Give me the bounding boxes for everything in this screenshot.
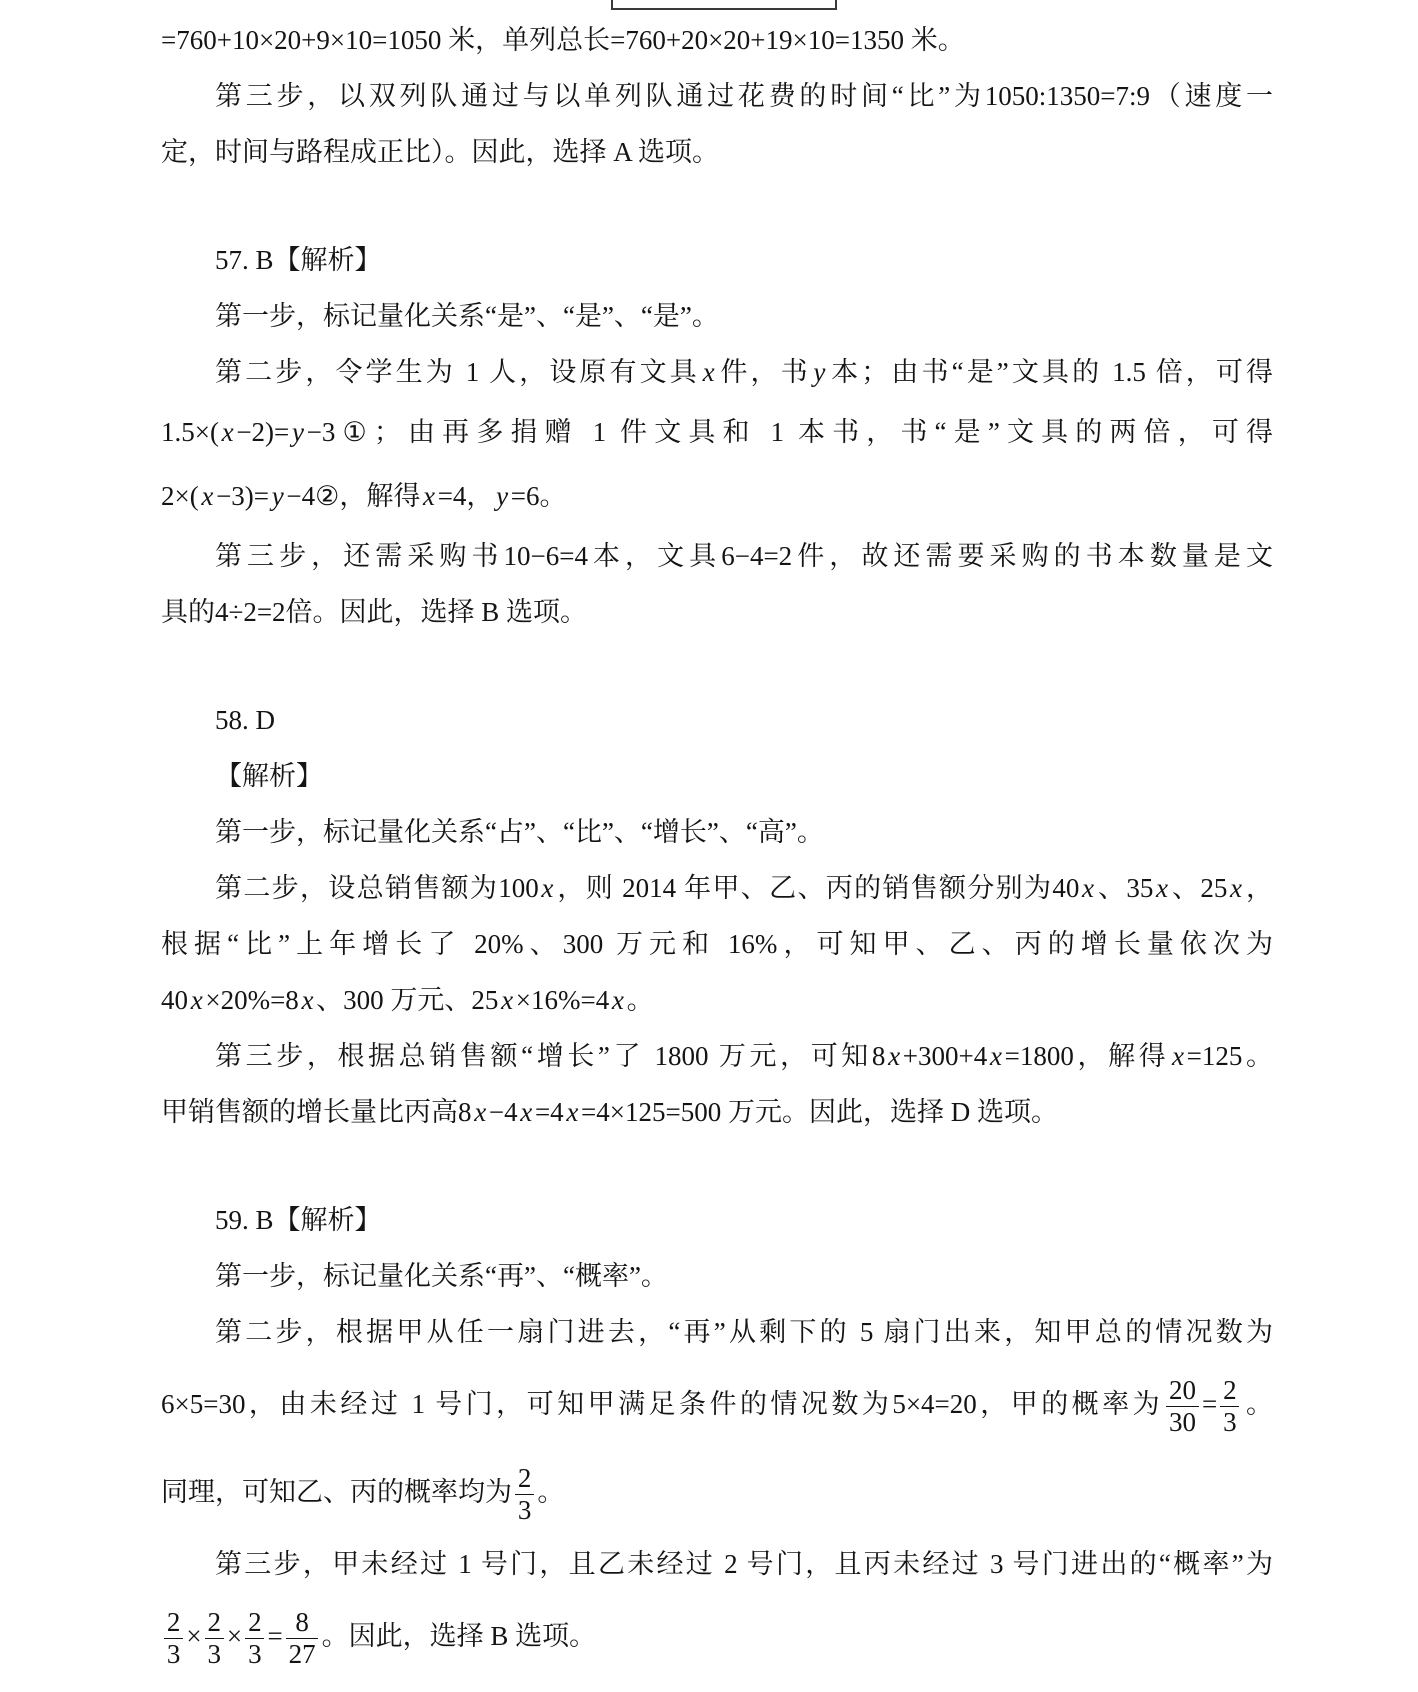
fraction-denominator: 3 <box>517 1495 532 1526</box>
answer-heading-line: 【解析】 <box>215 761 323 791</box>
text-run: 第三步，根据总销售额“增长”了 1800 万元，可知8 <box>215 1041 886 1071</box>
fraction <box>164 1608 183 1669</box>
math-variable: x <box>201 481 214 511</box>
text-line <box>161 1028 1273 1084</box>
paragraph <box>161 860 1273 1028</box>
text-line <box>161 584 1273 640</box>
text-run: 第一步，标记量化关系“再”、“概率”。 <box>215 1261 668 1291</box>
text-run: 第一步，标记量化关系“占”、“比”、“增长”、“高”。 <box>215 817 824 847</box>
answer-heading <box>161 1192 1273 1248</box>
fraction <box>205 1608 224 1669</box>
math-variable: x <box>301 985 314 1015</box>
text-run: 甲销售额的增长量比丙高8 <box>161 1097 472 1127</box>
text-run: 根据“比”上年增长了 20%、300 万元和 16%，可知甲、乙、丙的增长量依次为 <box>161 929 1273 959</box>
text-run: =6。 <box>510 481 567 511</box>
text-run: 1.5×( <box>161 417 219 447</box>
fraction-denominator: 3 <box>166 1639 181 1670</box>
text-run: 第二步，令学生为 1 人，设原有文具 <box>215 357 700 387</box>
text-run: 第三步，以双列队通过与以单列队通过花费的时间“比”为1050:1350=7:9（速度一 <box>215 81 1273 111</box>
text-run: −3)= <box>216 481 270 511</box>
math-variable: x <box>566 1097 579 1127</box>
text-run: −2)= <box>236 417 290 447</box>
paragraph <box>161 804 1273 860</box>
text-run: ×20%=8 <box>205 985 299 1015</box>
text-run: 2×( <box>161 481 199 511</box>
paragraph <box>161 1028 1273 1140</box>
text-line <box>161 68 1273 124</box>
text-line <box>161 1248 1273 1304</box>
text-run: 第一步，标记量化关系“是”、“是”、“是”。 <box>215 301 719 331</box>
fraction-denominator: 3 <box>248 1639 262 1670</box>
fraction-denominator: 27 <box>288 1639 316 1670</box>
paragraph <box>161 1536 1273 1680</box>
text-run: +300+4 <box>902 1041 988 1071</box>
text-run: 同理，可知乙、丙的概率均为 <box>161 1477 512 1507</box>
math-variable: x <box>501 985 514 1015</box>
fraction <box>1166 1376 1198 1437</box>
fraction <box>1220 1376 1239 1437</box>
text-run: ，则 2014 年甲、乙、丙的销售额分别为40 <box>556 873 1080 903</box>
text-run: × <box>226 1621 243 1651</box>
text-run: 40 <box>161 985 188 1015</box>
text-run: =125。 <box>1186 1041 1274 1071</box>
fraction <box>286 1608 318 1669</box>
paragraph <box>161 68 1273 180</box>
text-line <box>161 804 1273 860</box>
text-line <box>161 12 1273 68</box>
math-variable: x <box>611 985 624 1015</box>
text-run: 定，时间与路程成正比）。因此，选择 A 选项。 <box>161 137 720 167</box>
text-line <box>161 124 1273 180</box>
fraction-numerator: 2 <box>207 1607 221 1638</box>
paragraph <box>161 344 1273 528</box>
math-variable: x <box>888 1041 901 1071</box>
math-variable: x <box>1082 873 1094 903</box>
text-run: ×16%=4 <box>515 985 610 1015</box>
document-body <box>161 12 1273 1680</box>
math-variable: y <box>813 357 826 387</box>
text-line <box>161 344 1273 400</box>
answer-heading <box>161 692 1273 804</box>
text-run: 件，书 <box>717 357 811 387</box>
math-variable: x <box>190 985 203 1015</box>
text-run: −4②，解得 <box>286 481 421 511</box>
answer-heading-line: 57. B【解析】 <box>215 245 382 275</box>
text-run: =4 <box>534 1097 564 1127</box>
text-run: =1800，解得 <box>1004 1041 1170 1071</box>
header-box-edge <box>611 0 837 10</box>
fraction <box>245 1608 264 1669</box>
fraction-numerator: 2 <box>166 1607 181 1638</box>
fraction-denominator: 30 <box>1169 1407 1197 1438</box>
text-run: −3①；由再多捐赠 1 件文具和 1 本书，书“是”文具的两倍，可得 <box>306 417 1273 447</box>
math-variable: y <box>271 481 284 511</box>
text-run: 具的4÷2=2倍。因此，选择 B 选项。 <box>161 597 588 627</box>
fraction-numerator: 2 <box>517 1463 532 1494</box>
text-run: 、300 万元、25 <box>316 985 499 1015</box>
text-run: 。 <box>626 985 654 1015</box>
answer-heading <box>161 232 1273 288</box>
math-variable: y <box>291 417 304 447</box>
text-line <box>161 400 1273 464</box>
text-line <box>161 972 1273 1028</box>
math-variable: x <box>1172 1041 1184 1071</box>
paragraph <box>161 288 1273 344</box>
text-line <box>161 1084 1273 1140</box>
text-line <box>161 1304 1273 1360</box>
text-run: 本；由书“是”文具的 1.5 倍，可得 <box>828 357 1274 387</box>
text-run: 第三步，甲未经过 1 号门，且乙未经过 2 号门，且丙未经过 3 号门进出的“概率”为 <box>215 1549 1273 1579</box>
text-run: −4 <box>488 1097 518 1127</box>
text-run: 6×5=30，由未经过 1 号门，可知甲满足条件的情况数为5×4=20，甲的概率为 <box>161 1389 1164 1419</box>
math-variable: x <box>520 1097 533 1127</box>
math-variable: x <box>423 481 435 511</box>
paragraph <box>161 1248 1273 1304</box>
text-line <box>161 1360 1273 1448</box>
text-run: 第二步，根据甲从任一扇门进去，“再”从剩下的 5 扇门出来，知甲总的情况数为 <box>215 1317 1273 1347</box>
text-line <box>161 288 1273 344</box>
text-run: 第二步，设总销售额为100 <box>215 873 539 903</box>
text-run: 、25 <box>1170 873 1228 903</box>
text-run: = <box>1201 1389 1218 1419</box>
fraction <box>515 1464 534 1525</box>
paragraph <box>161 12 1273 68</box>
math-variable: x <box>474 1097 487 1127</box>
text-run: =4×125=500 万元。因此，选择 D 选项。 <box>581 1097 1058 1127</box>
text-line <box>161 1536 1273 1592</box>
paragraph <box>161 1304 1273 1536</box>
text-run: =4， <box>437 481 494 511</box>
answer-heading-line: 59. B【解析】 <box>215 1205 382 1235</box>
math-variable: x <box>989 1041 1002 1071</box>
text-run: 。因此，选择 B 选项。 <box>321 1621 597 1651</box>
text-line <box>161 464 1273 528</box>
fraction-numerator: 8 <box>295 1607 309 1638</box>
fraction-denominator: 3 <box>207 1639 221 1670</box>
text-run: 、35 <box>1096 873 1154 903</box>
text-run: × <box>186 1621 202 1651</box>
math-variable: x <box>221 417 234 447</box>
text-run: = <box>267 1621 283 1651</box>
continued-text <box>161 12 1273 180</box>
text-run: =760+10×20+9×10=1050 米，单列总长=760+20×20+19×10=1350 米。 <box>161 25 965 55</box>
math-variable: x <box>1230 873 1242 903</box>
fraction-numerator: 2 <box>1223 1375 1237 1406</box>
math-variable: x <box>1156 873 1168 903</box>
text-line <box>161 860 1273 916</box>
text-run: 第三步，还需采购书10−6=4本，文具6−4=2件，故还需要采购的书本数量是文 <box>215 541 1273 571</box>
paragraph <box>161 528 1273 640</box>
answer-block <box>161 692 1273 1140</box>
answer-heading-line: 58. D <box>215 705 275 735</box>
text-line <box>161 916 1273 972</box>
answer-block <box>161 232 1273 640</box>
math-variable: y <box>496 481 509 511</box>
fraction-numerator: 2 <box>248 1607 262 1638</box>
text-run: 。 <box>1242 1389 1273 1419</box>
text-run: 。 <box>537 1477 565 1507</box>
fraction-numerator: 20 <box>1169 1375 1197 1406</box>
text-line <box>161 1448 1273 1536</box>
fraction-denominator: 3 <box>1223 1407 1237 1438</box>
text-line <box>161 1592 1273 1680</box>
math-variable: x <box>541 873 554 903</box>
answer-block <box>161 1192 1273 1680</box>
text-run: ， <box>1244 873 1274 903</box>
text-line <box>161 528 1273 584</box>
math-variable: x <box>702 357 715 387</box>
